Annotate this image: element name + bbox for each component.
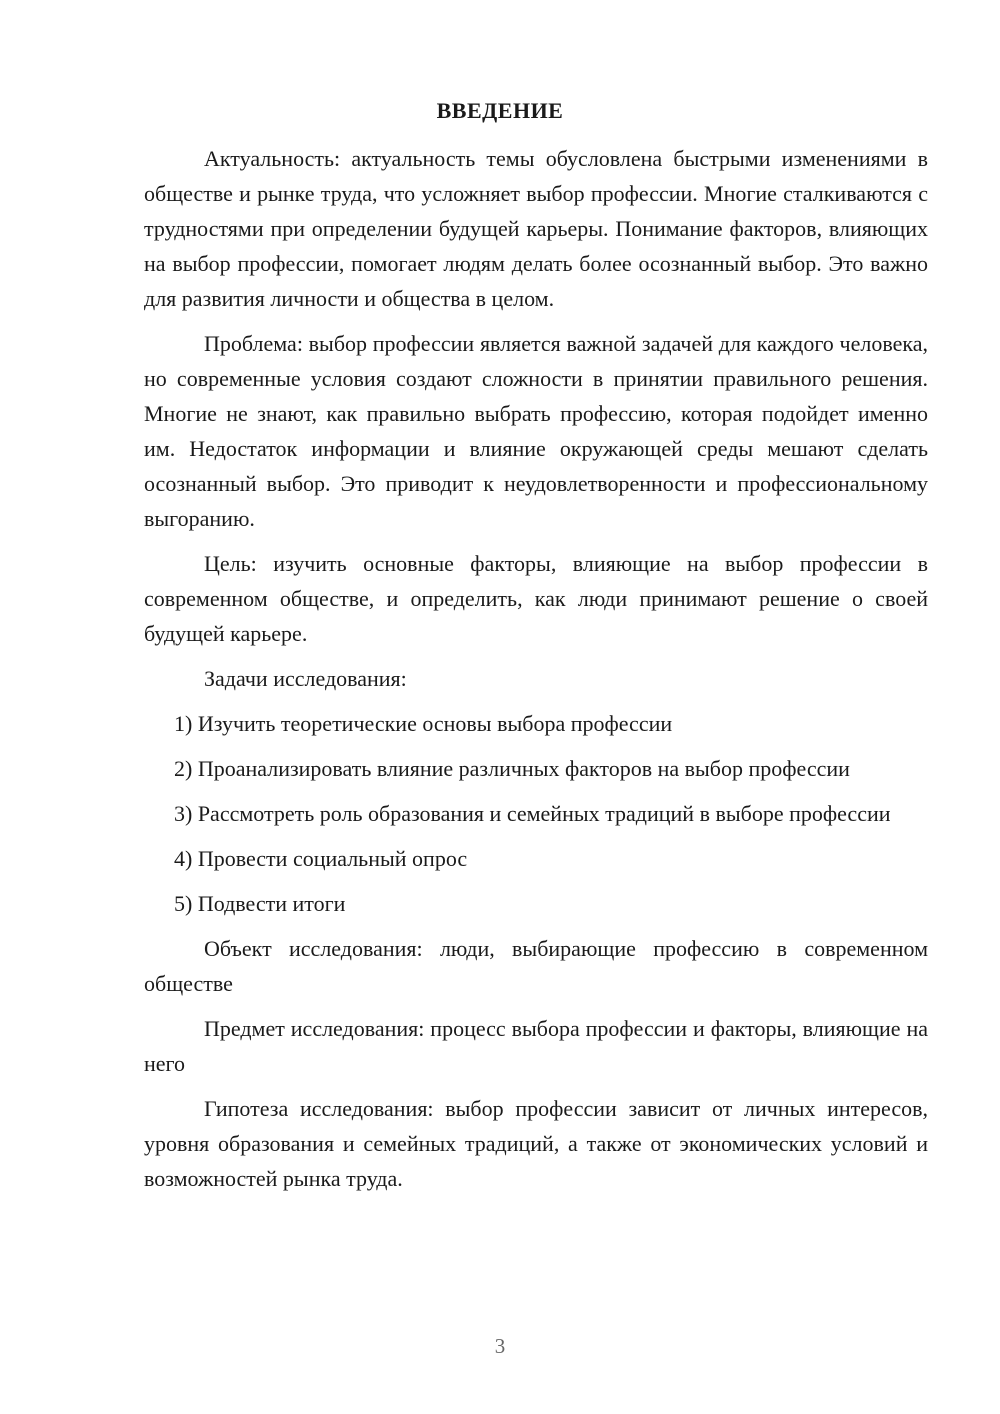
task-item-3: 3) Рассмотреть роль образования и семейных традиций в выборе профессии xyxy=(174,801,891,826)
subject-paragraph: Предмет исследования: процесс выбора профессии и факторы, влияющие на него xyxy=(144,1016,928,1076)
object-paragraph: Объект исследования: люди, выбирающие профессию в современном обществе xyxy=(144,936,928,996)
task-item-2: 2) Проанализировать влияние различных факторов на выбор профессии xyxy=(174,756,850,781)
page-number: 3 xyxy=(494,1334,506,1358)
page-title: ВВЕДЕНИЕ xyxy=(436,98,564,123)
hypothesis-paragraph: Гипотеза исследования: выбор профессии зависит от личных интересов, уровня образования и семейных традиций, а также от экономических условий и возможностей рынка труда. xyxy=(144,1096,928,1191)
document-body xyxy=(144,141,928,1206)
task-item-1: 1) Изучить теоретические основы выбора профессии xyxy=(174,711,673,736)
goal-paragraph: Цель: изучить основные факторы, влияющие на выбор профессии в современном обществе, и определить, как люди принимают решение о своей будущей карьере. xyxy=(144,551,928,646)
tasks-heading: Задачи исследования: xyxy=(204,666,407,691)
relevance-paragraph: Актуальность: актуальность темы обусловлена быстрыми изменениями в обществе и рынке труда, что усложняет выбор профессии. Многие сталкиваются с трудностями при определении будущей карьеры. Понимание факторов, влияющих на выбор профессии, помогает людям делать более осознанный выбор. Это важно для развития личности и общества в целом. xyxy=(144,146,928,311)
task-item-4: 4) Провести социальный опрос xyxy=(174,846,468,871)
task-item-5: 5) Подвести итоги xyxy=(174,891,346,916)
problem-paragraph: Проблема: выбор профессии является важной задачей для каждого человека, но современные условия создают сложности в принятии правильного решения. Многие не знают, как правильно выбрать профессию, которая подойдет именно им. Недостаток информации и влияние окружающей среды мешают сделать осознанный выбор. Это приводит к неудовлетворенности и профессиональному выгоранию. xyxy=(144,331,928,531)
